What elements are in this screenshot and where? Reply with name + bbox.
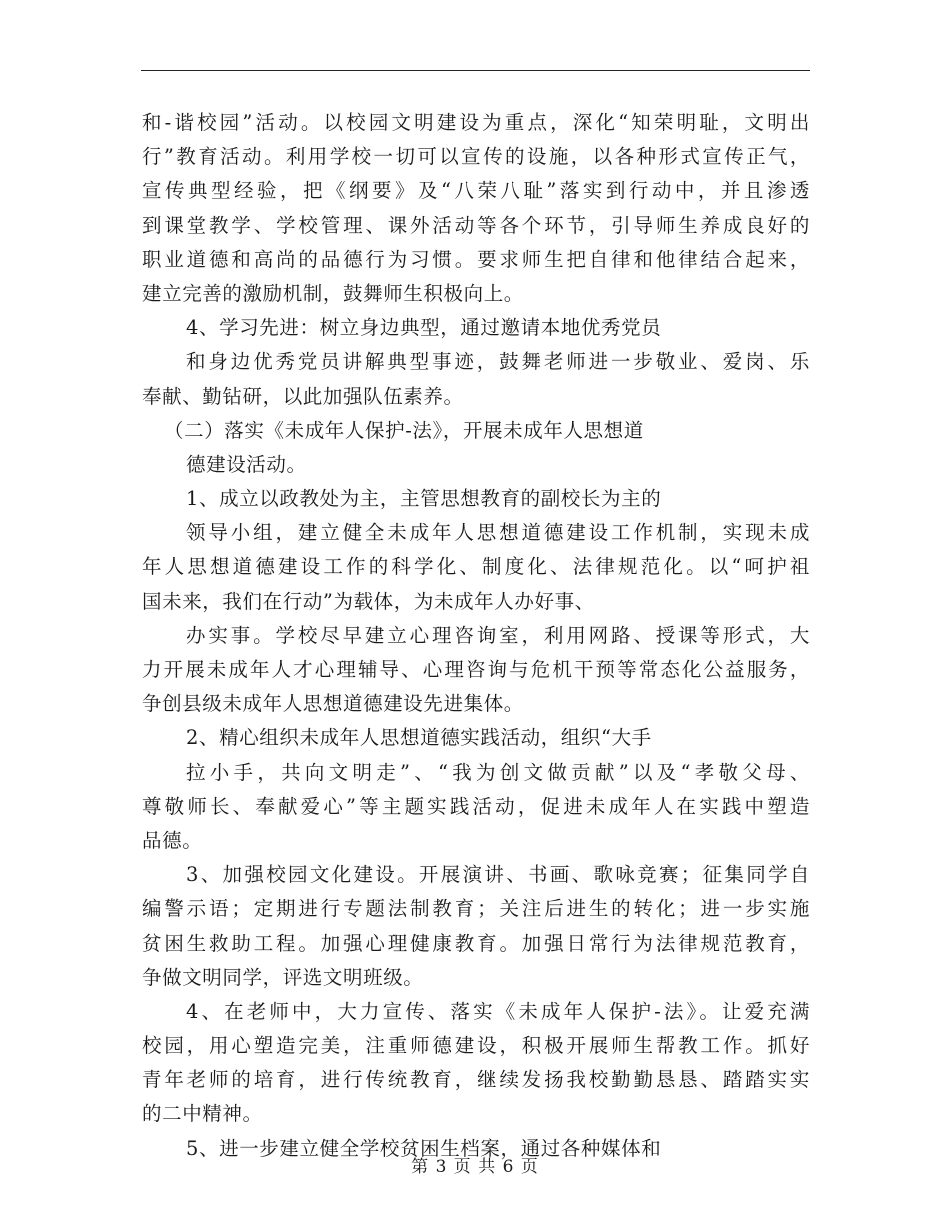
text-line: 校园，用心塑造完美，注重师德建设，积极开展师生帮教工作。抓好 bbox=[142, 1034, 810, 1058]
text-line: 到课堂教学、学校管理、课外活动等各个环节，引导师生养成良好的 bbox=[142, 213, 810, 237]
header-rule bbox=[141, 70, 810, 71]
text-line: 行”教育活动。利用学校一切可以宣传的设施，以各种形式宣传正气， bbox=[142, 145, 810, 169]
text-line: 力开展未成年人才心理辅导、心理咨询与危机干预等常态化公益服务， bbox=[142, 658, 810, 681]
text-line: 办实事。学校尽早建立心理咨询室，利用网路、授课等形式，大 bbox=[186, 623, 810, 647]
text-line: 国未来，我们在行动”为载体，为未成年人办好事、 bbox=[142, 589, 595, 613]
text-line: 尊敬师长、奉献爱心”等主题实践活动，促进未成年人在实践中塑造 bbox=[142, 794, 810, 818]
text-line: 德建设活动。 bbox=[186, 452, 307, 476]
text-line: 领导小组，建立健全未成年人思想道德建设工作机制，实现未成 bbox=[186, 521, 810, 545]
text-line: 编警示语；定期进行专题法制教育；关注后进生的转化；进一步实施 bbox=[142, 897, 810, 921]
text-line: 宣传典型经验，把《纲要》及“八荣八耻”落实到行动中，并且渗透 bbox=[142, 179, 810, 203]
text-line: 5、进一步建立健全学校贫困生档案，通过各种媒体和 bbox=[186, 1136, 662, 1160]
page-number: 第 3 页 共 6 页 bbox=[411, 1157, 539, 1177]
text-line: 2、精心组织未成年人思想道德实践活动，组织“大手 bbox=[186, 726, 652, 750]
text-line: 4、在老师中，大力宣传、落实《未成年人保护-法》。让爱充满 bbox=[186, 999, 810, 1023]
text-line: 4、学习先进：树立身边典型，通过邀请本地优秀党员 bbox=[186, 316, 662, 340]
section-heading: （二）落实《未成年人保护-法》，开展未成年人思想道 bbox=[164, 418, 644, 442]
text-line: 年人思想道德建设工作的科学化、制度化、法律规范化。以“呵护祖 bbox=[142, 555, 810, 579]
text-line: 青年老师的培育，进行传统教育，继续发扬我校勤勤恳恳、踏踏实实 bbox=[142, 1068, 810, 1092]
text-line: 和身边优秀党员讲解典型事迹，鼓舞老师进一步敬业、爱岗、乐 bbox=[186, 350, 810, 374]
text-line: 3、加强校园文化建设。开展演讲、书画、歌咏竞赛；征集同学自 bbox=[186, 863, 810, 887]
body-text bbox=[142, 106, 810, 1166]
text-line: 建立完善的激励机制，鼓舞师生积极向上。 bbox=[142, 281, 524, 305]
text-line: 拉小手，共向文明走”、“我为创文做贡献”以及“孝敬父母、 bbox=[186, 760, 810, 784]
text-line: 品德。 bbox=[142, 828, 203, 852]
text-line: 的二中精神。 bbox=[142, 1102, 263, 1126]
text-line: 奉献、勤钻研，以此加强队伍素养。 bbox=[142, 384, 464, 408]
text-line: 争做文明同学，评选文明班级。 bbox=[142, 965, 424, 989]
text-line: 争创县级未成年人思想道德建设先进集体。 bbox=[142, 692, 524, 716]
text-line: 1、成立以政教处为主，主管思想教育的副校长为主的 bbox=[186, 487, 662, 511]
text-line: 和-谐校园”活动。以校园文明建设为重点，深化“知荣明耻，文明出 bbox=[142, 111, 810, 134]
text-line: 贫困生救助工程。加强心理健康教育。加强日常行为法律规范教育， bbox=[142, 931, 810, 955]
text-line: 职业道德和高尚的品德行为习惯。要求师生把自律和他律结合起来， bbox=[142, 247, 810, 271]
